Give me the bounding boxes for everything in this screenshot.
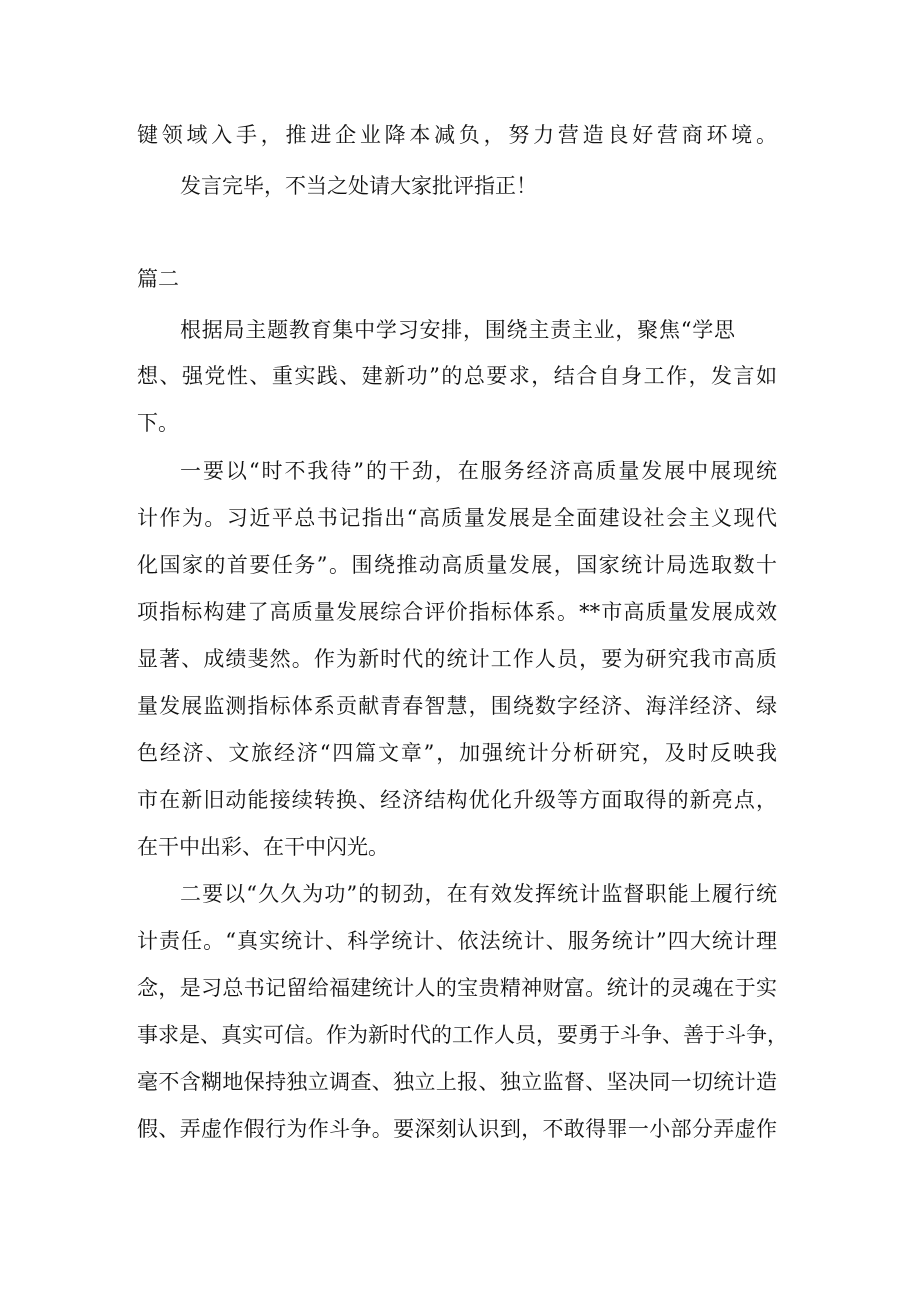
text-line-7: 一要以“时不我待”的干劲，在服务经济高质量发展中展现统 — [180, 459, 777, 483]
text-line-14: 市在新旧动能接续转换、经济结构优化升级等方面取得的新亮点， — [137, 788, 777, 812]
text-line-15: 在干中出彩、在干中闪光。 — [137, 835, 389, 859]
text-line-13: 色经济、文旅经济“四篇文章”，加强统计分析研究，及时反映我 — [137, 741, 777, 765]
text-line-5: 想、强党性、重实践、建新功”的总要求，结合自身工作，发言如 — [137, 364, 777, 388]
text-line-18: 念，是习总书记留给福建统计人的宝贵精神财富。统计的灵魂在于实 — [137, 976, 777, 1000]
text-line-11: 显著、成绩斐然。作为新时代的统计工作人员，要为研究我市高质 — [137, 647, 777, 671]
text-line-10: 项指标构建了高质量发展综合评价指标体系。**市高质量发展成效 — [137, 600, 777, 624]
text-line-17: 计责任。“真实统计、科学统计、依法统计、服务统计”四大统计理 — [137, 929, 777, 953]
text-line-16: 二要以“久久为功”的韧劲，在有效发挥统计监督职能上履行统 — [180, 882, 777, 906]
text-line-20: 毫不含糊地保持独立调查、独立上报、独立监督、坚决同一切统计造 — [137, 1070, 777, 1094]
text-line-6: 下。 — [137, 411, 179, 435]
text-line-12: 量发展监测指标体系贡献青春智慧，围绕数字经济、海洋经济、绿 — [137, 694, 777, 718]
text-line-19: 事求是、真实可信。作为新时代的工作人员，要勇于斗争、善于斗争， — [137, 1023, 788, 1047]
text-line-2: 发言完毕，不当之处请大家批评指正！ — [180, 174, 537, 198]
text-line-9: 化国家的首要任务”。围绕推动高质量发展，国家统计局选取数十 — [137, 553, 777, 577]
text-line-8: 计作为。习近平总书记指出“高质量发展是全面建设社会主义现代 — [137, 506, 777, 530]
section-heading: 篇二 — [137, 267, 179, 291]
text-line-21: 假、弄虚作假行为作斗争。要深刻认识到，不敢得罪一小部分弄虚作 — [137, 1117, 777, 1141]
text-line-4: 根据局主题教育集中学习安排，围绕主责主业，聚焦“学思 — [180, 318, 735, 342]
text-line-1: 键领域入手，推进企业降本减负，努力营造良好营商环境。 — [137, 123, 777, 147]
